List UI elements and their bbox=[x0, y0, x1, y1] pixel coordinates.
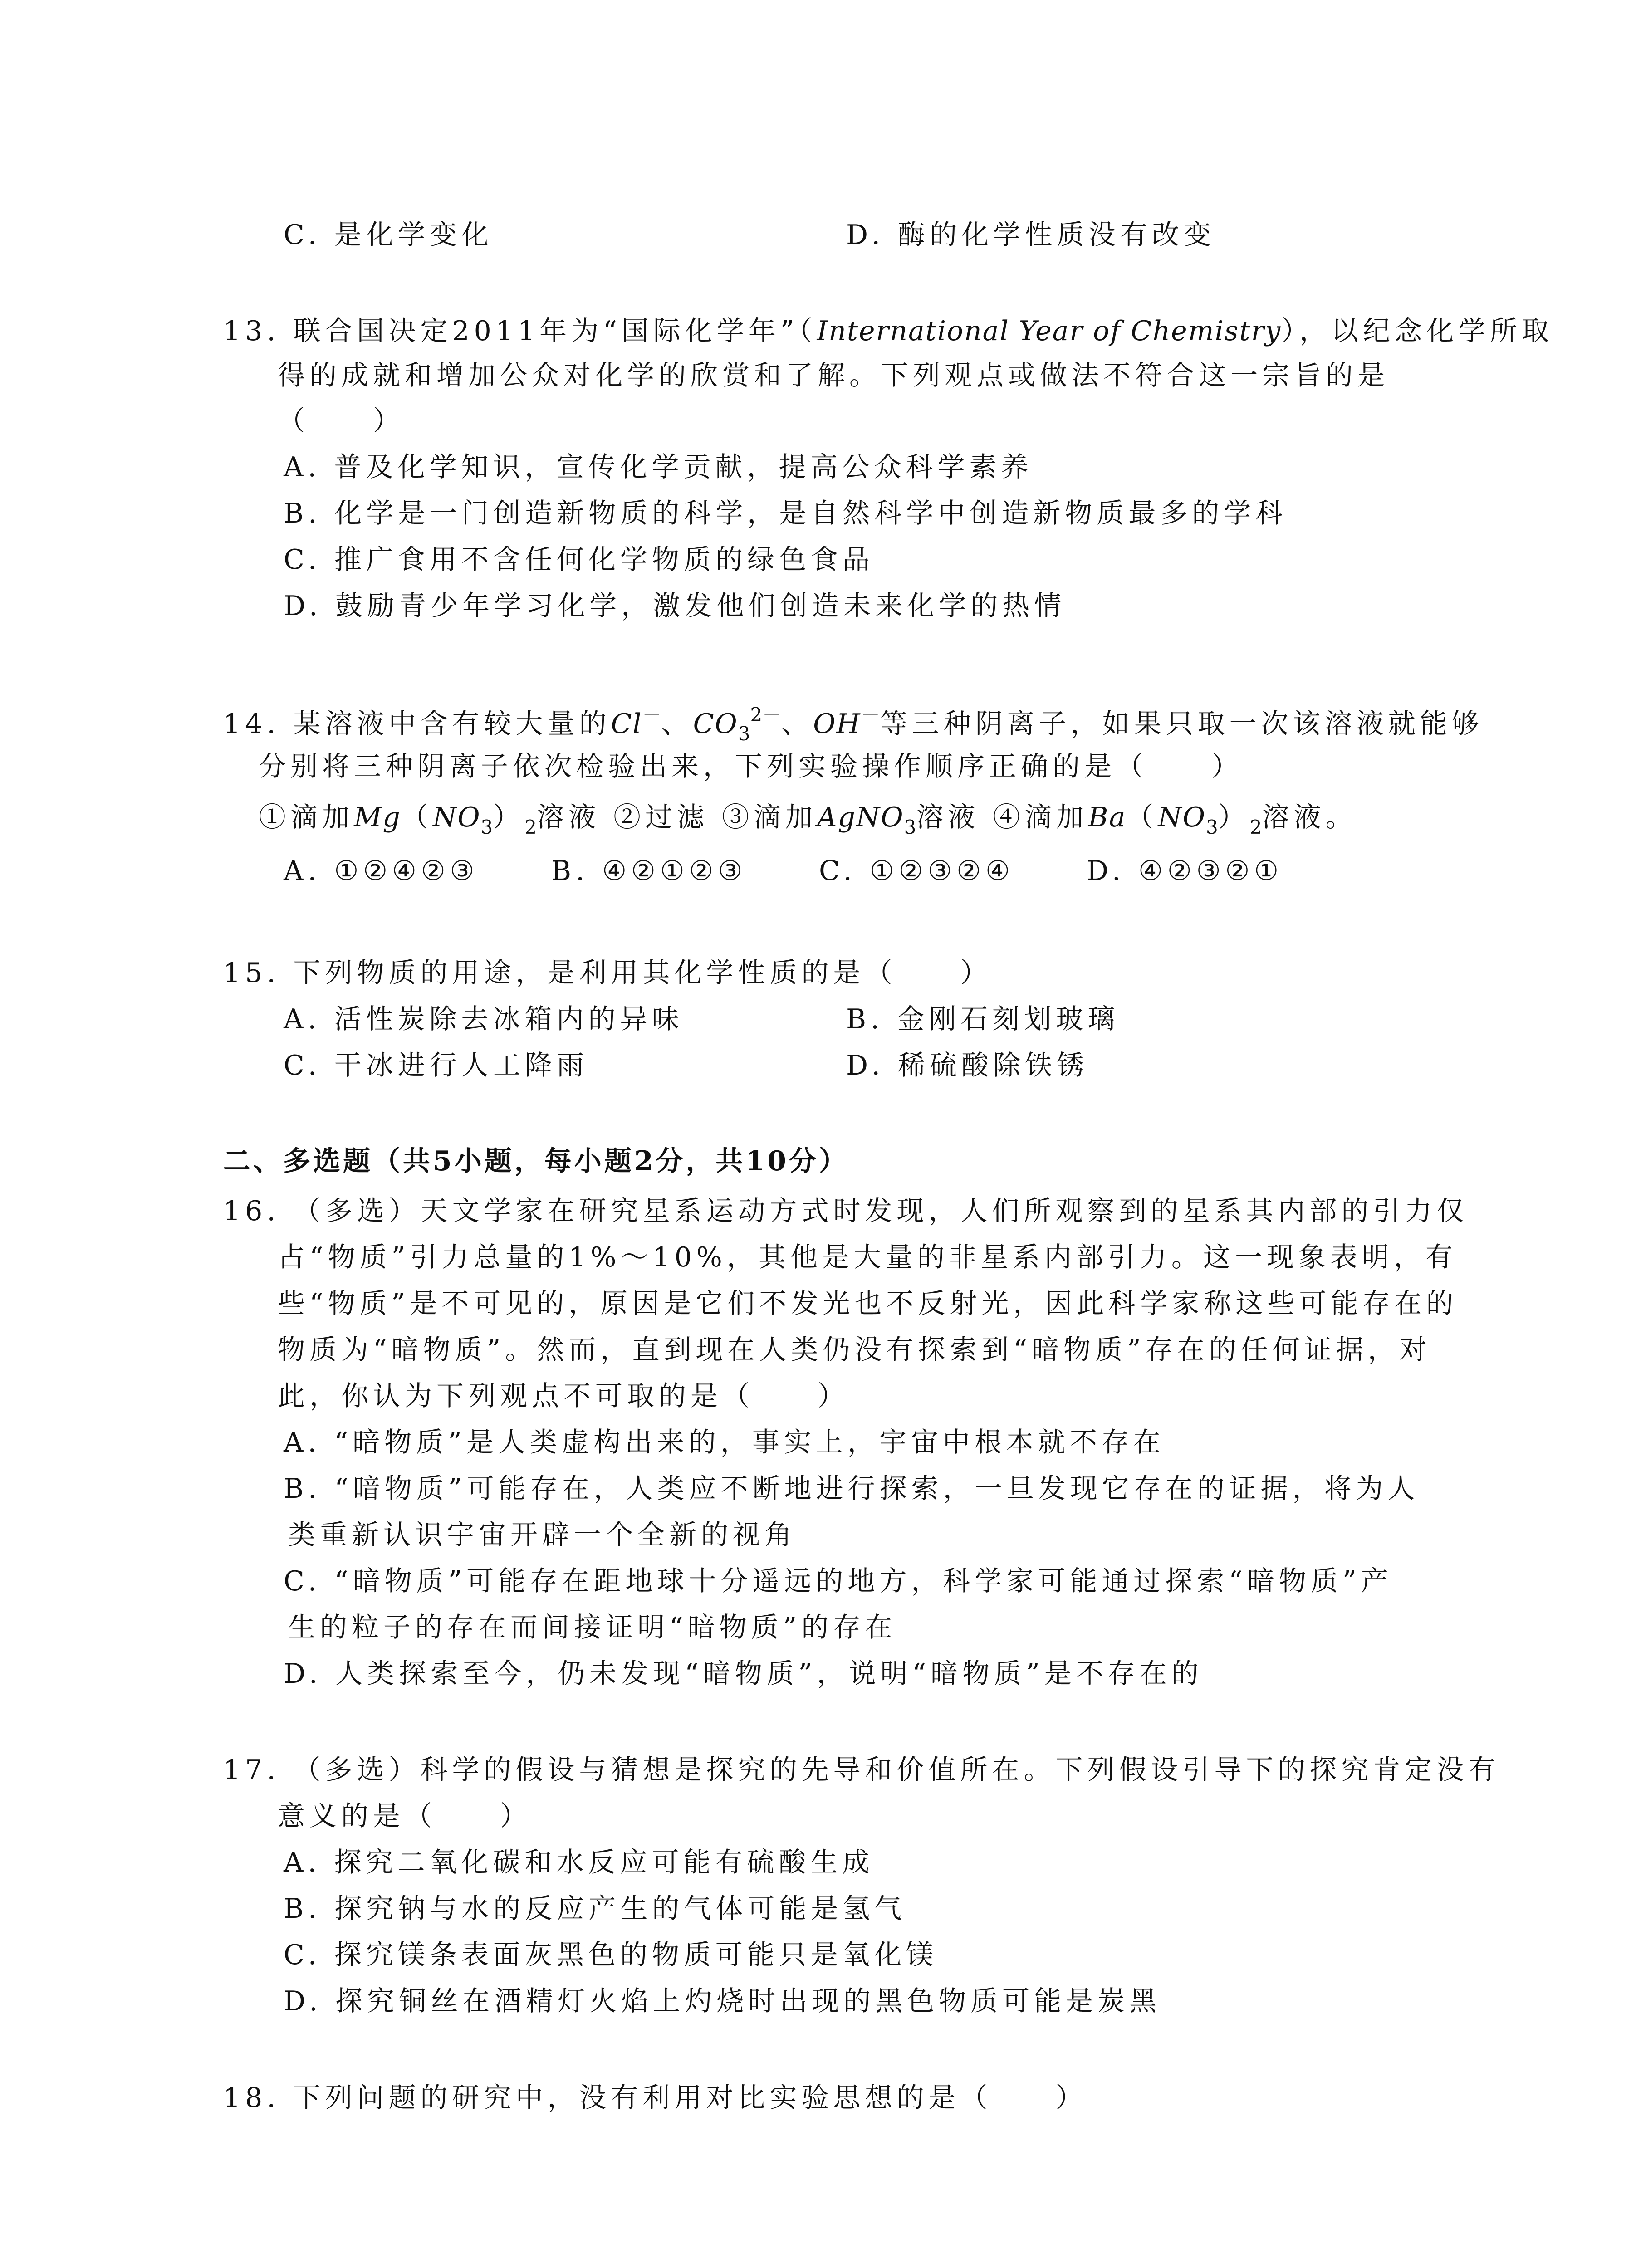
q15-option-c: C. 干冰进行人工降雨 bbox=[284, 1050, 588, 1081]
q16-option-a: A. “暗物质”是人类虚构出来的，事实上，宇宙中根本就不存在 bbox=[284, 1427, 1165, 1458]
q16-stem-line5: 此，你认为下列观点不可取的是（ ） bbox=[278, 1380, 849, 1412]
q18-stem: 18. 下列问题的研究中，没有利用对比实验思想的是（ ） bbox=[223, 2082, 1087, 2114]
q13-stem-line3: （ ） bbox=[278, 405, 405, 437]
q16-option-b-line2: 类重新认识宇宙开辟一个全新的视角 bbox=[288, 1519, 796, 1551]
q16-stem-line1: 16. （多选）天文学家在研究星系运动方式时发现，人们所观察到的星系其内部的引力仅 bbox=[223, 1195, 1469, 1227]
q13-stem-line2: 得的成就和增加公众对化学的欣赏和了解。下列观点或做法不符合这一宗旨的是 bbox=[278, 360, 1389, 391]
q13-option-c: C. 推广食用不含任何化学物质的绿色食品 bbox=[284, 544, 874, 576]
q17-option-a: A. 探究二氧化碳和水反应可能有硫酸生成 bbox=[284, 1847, 874, 1878]
q16-option-d: D. 人类探索至今，仍未发现“暗物质”，说明“暗物质”是不存在的 bbox=[284, 1658, 1203, 1690]
q14-option-b: B. ④②①②③ bbox=[551, 855, 747, 887]
q17-option-d: D. 探究铜丝在酒精灯火焰上灼烧时出现的黑色物质可能是炭黑 bbox=[284, 1985, 1161, 2017]
q15-option-b: B. 金刚石刻划玻璃 bbox=[846, 1003, 1120, 1035]
q17-stem-line2: 意义的是（ ） bbox=[278, 1800, 532, 1832]
q14-stem-line2: 分别将三种阴离子依次检验出来，下列实验操作顺序正确的是（ ） bbox=[259, 751, 1243, 782]
q16-option-b-line1: B. “暗物质”可能存在，人类应不断地进行探索，一旦发现它存在的证据，将为人 bbox=[284, 1473, 1420, 1505]
section-heading-multiple-choice: 二、多选题（共5小题，每小题2分，共10分） bbox=[223, 1145, 849, 1177]
q14-option-c: C. ①②③②④ bbox=[819, 855, 1014, 887]
q17-option-b: B. 探究钠与水的反应产生的气体可能是氢气 bbox=[284, 1893, 906, 1925]
q16-stem-line4: 物质为“暗物质”。然而，直到现在人类仍没有探索到“暗物质”存在的任何证据，对 bbox=[278, 1334, 1431, 1366]
q13-option-b: B. 化学是一门创造新物质的科学，是自然科学中创造新物质最多的学科 bbox=[284, 498, 1288, 529]
q15-stem: 15. 下列物质的用途，是利用其化学性质的是（ ） bbox=[223, 957, 992, 989]
q15-option-d: D. 稀硫酸除铁锈 bbox=[846, 1050, 1089, 1081]
q16-option-c-line1: C. “暗物质”可能存在距地球十分遥远的地方，科学家可能通过探索“暗物质”产 bbox=[284, 1565, 1393, 1597]
q17-stem-line1: 17. （多选）科学的假设与猜想是探究的先导和价值所在。下列假设引导下的探究肯定没有 bbox=[223, 1754, 1500, 1786]
q15-option-a: A. 活性炭除去冰箱内的异味 bbox=[284, 1003, 684, 1035]
q12-option-d: D. 酶的化学性质没有改变 bbox=[846, 219, 1216, 251]
q13-option-d: D. 鼓励青少年学习化学，激发他们创造未来化学的热情 bbox=[284, 590, 1066, 622]
q13-stem-line1: 13. 联合国决定2011年为“国际化学年”（International Year of Chemistry），以纪念化学所取 bbox=[223, 315, 1554, 347]
q14-option-a: A. ①②④②③ bbox=[284, 855, 479, 887]
q16-stem-line2: 占“物质”引力总量的1%～10%，其他是大量的非星系内部引力。这一现象表明，有 bbox=[278, 1242, 1457, 1273]
q12-option-c: C. 是化学变化 bbox=[284, 219, 493, 251]
q14-stem-line1: 14. 某溶液中含有较大量的Cl－、$CO_3^{2-}$、OH－等三种阴离子，如果只取一次该溶液就能够 bbox=[223, 704, 1484, 745]
q13-option-a: A. 普及化学知识，宣传化学贡献，提高公众科学素养 bbox=[284, 451, 1033, 483]
q16-option-c-line2: 生的粒子的存在而间接证明“暗物质”的存在 bbox=[288, 1612, 897, 1643]
q17-option-c: C. 探究镁条表面灰黑色的物质可能只是氧化镁 bbox=[284, 1939, 938, 1971]
q14-option-d: D. ④②③②① bbox=[1087, 855, 1283, 887]
q14-steps-line: ①滴加$Mg(NO_3)_2$溶液 ②过滤 ③滴加AgNO$_3$溶液 ④滴加$Ba(NO_3)_2$溶液。 bbox=[259, 802, 1357, 838]
q16-stem-line3: 些“物质”是不可见的，原因是它们不发光也不反射光，因此科学家称这些可能存在的 bbox=[278, 1288, 1458, 1320]
